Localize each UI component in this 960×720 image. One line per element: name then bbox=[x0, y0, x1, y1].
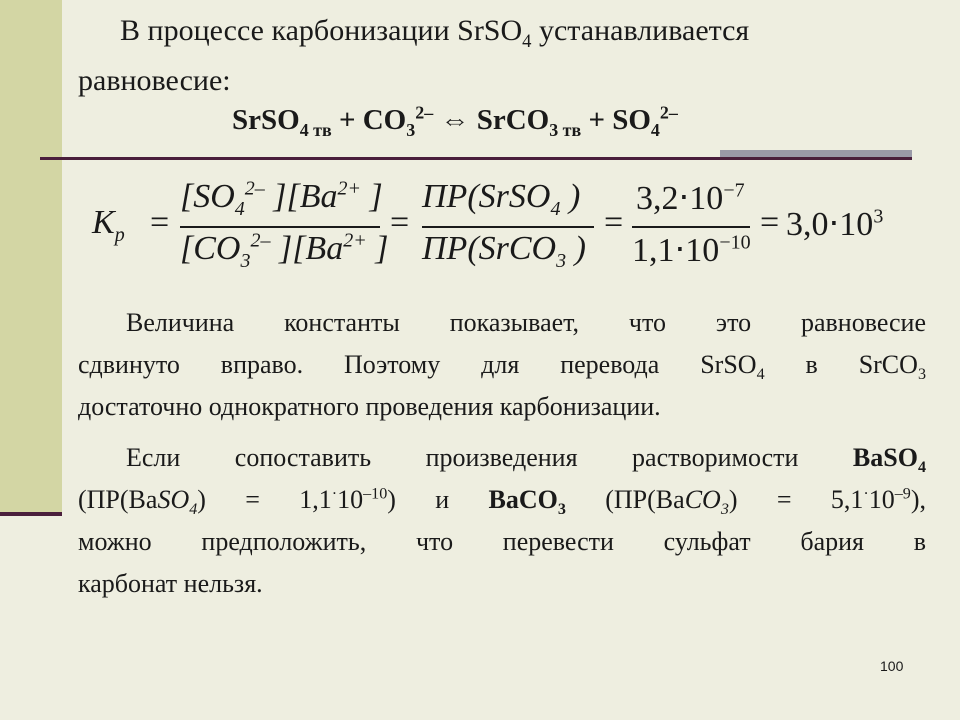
fraction2-numerator: ПР(SrSO$_4$ ) bbox=[422, 178, 581, 220]
paragraph-constant-meaning: Величина константы показывает, что это равновесие сдвинуто вправо. Поэтому для перевода SrSO$_4$ в SrCO$_3$ достаточно однократного проведения карбонизации. bbox=[78, 308, 926, 421]
fraction3-denominator: $1,1\cdot 10^{-10}$ bbox=[632, 231, 751, 269]
fraction1-numerator: [$SO_4^{2-}$ ][$Ba^{2+}$ ] bbox=[180, 177, 383, 220]
reaction-equation: SrSO$_{4 тв}$ + $CO_3^{2-}$ ⇔ SrCO$_{3 тв}$ + $SO_4^{2-}$ bbox=[232, 102, 678, 140]
equals-sign-2: = bbox=[390, 204, 410, 241]
side-accent-bar bbox=[0, 0, 62, 512]
fraction1-bar bbox=[180, 226, 380, 228]
fraction3-numerator: $3,2\cdot 10^{-7}$ bbox=[636, 179, 745, 217]
fraction2-denominator: ПР(SrCO$_3$ ) bbox=[422, 230, 586, 272]
fraction1-denominator: [$CO_3^{2-}$ ][$Ba^{2+}$ ] bbox=[180, 229, 389, 272]
fraction2-bar bbox=[422, 226, 594, 228]
equals-sign-4: = bbox=[760, 204, 780, 241]
paragraph-solubility-comparison: Если сопоставить произведения растворимости BaSO$_4$ (ПР(BaSO$_4$) = $1,1^\cdot 10^{-10}$) и BaCO$_3$ (ПР(BaCO$_3$) = $5,1^\cdot 10^{-9}$), можно предположить, что перевести сульфат бария в карбонат нельзя. bbox=[78, 443, 926, 598]
equals-sign-3: = bbox=[604, 204, 624, 241]
equals-sign-1: = bbox=[150, 204, 170, 241]
equilibrium-arrow: ⇔ bbox=[433, 104, 477, 136]
title-divider-rule bbox=[40, 157, 912, 160]
result-value: $3,0\cdot 10^3$ bbox=[786, 205, 884, 243]
side-accent-underline bbox=[0, 512, 62, 516]
kp-symbol: $K_р$ bbox=[92, 204, 125, 246]
heading-line-2: равновесие: bbox=[78, 64, 231, 97]
heading-line-1: В процессе карбонизации SrSO$_4$ устанавливается bbox=[120, 14, 750, 52]
equilibrium-constant-formula bbox=[92, 178, 912, 278]
page-number: 100 bbox=[880, 658, 904, 674]
fraction3-bar bbox=[632, 226, 750, 228]
